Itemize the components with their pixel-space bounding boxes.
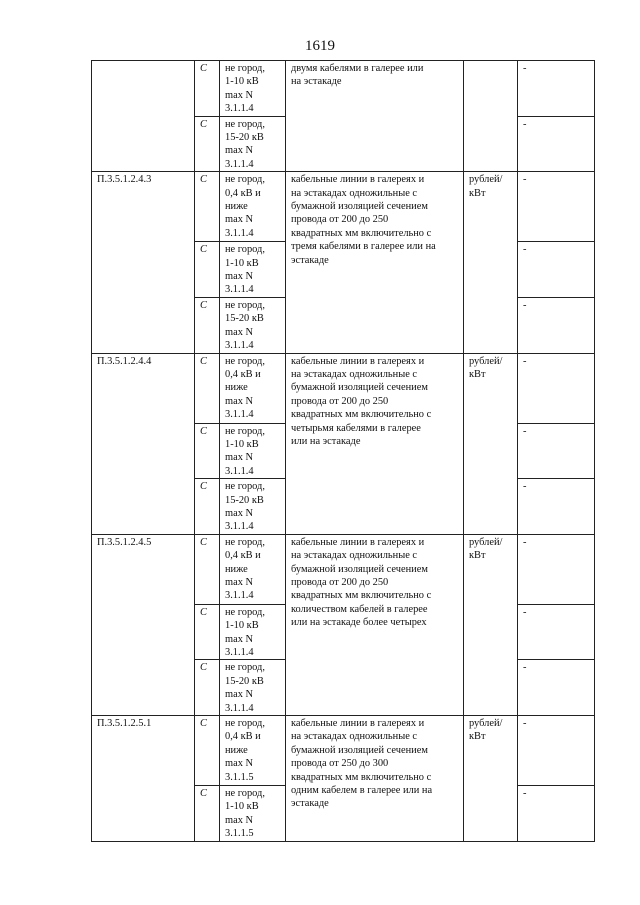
table-row	[92, 353, 595, 423]
category-cell: С	[195, 297, 220, 353]
section-code: П.3.5.1.2.4.4	[92, 353, 195, 534]
value-cell: -	[518, 479, 595, 535]
value-cell: -	[518, 534, 595, 604]
description-cell: кабельные линии в галереях и на эстакадах одножильные с бумажной изоляцией сечением провода от 200 до 250 квадратных мм включительно с количеством кабелей в галерее или на эстакаде более четырех	[286, 534, 464, 715]
value-cell: -	[518, 116, 595, 172]
value-cell: -	[518, 353, 595, 423]
category-cell: С	[195, 242, 220, 298]
section-code: П.3.5.1.2.4.5	[92, 534, 195, 715]
category-cell: С	[195, 353, 220, 423]
voltage-cell: не город, 0,4 кВ и ниже max N 3.1.1.5	[220, 716, 286, 786]
value-cell: -	[518, 242, 595, 298]
section-code	[92, 61, 195, 172]
category-cell: С	[195, 604, 220, 660]
category-cell: С	[195, 786, 220, 842]
section-code: П.3.5.1.2.4.3	[92, 172, 195, 353]
description-cell: кабельные линии в галереях и на эстакадах одножильные с бумажной изоляцией сечением провода от 250 до 300 квадратных мм включительно с одним кабелем в галерее или на эстакаде	[286, 716, 464, 842]
value-cell: -	[518, 423, 595, 479]
voltage-cell: не город, 0,4 кВ и ниже max N 3.1.1.4	[220, 172, 286, 242]
voltage-cell: не город, 15-20 кВ max N 3.1.1.4	[220, 116, 286, 172]
voltage-cell: не город, 1-10 кВ max N 3.1.1.4	[220, 242, 286, 298]
category-cell: С	[195, 172, 220, 242]
value-cell: -	[518, 660, 595, 716]
voltage-cell: не город, 15-20 кВ max N 3.1.1.4	[220, 660, 286, 716]
value-cell: -	[518, 61, 595, 117]
table-row	[92, 534, 595, 604]
description-cell: кабельные линии в галереях и на эстакадах одножильные с бумажной изоляцией сечением провода от 200 до 250 квадратных мм включительно с четырьмя кабелями в галерее или на эстакаде	[286, 353, 464, 534]
value-cell: -	[518, 604, 595, 660]
voltage-cell: не город, 1-10 кВ max N 3.1.1.4	[220, 604, 286, 660]
category-cell: С	[195, 660, 220, 716]
voltage-cell: не город, 1-10 кВ max N 3.1.1.4	[220, 61, 286, 117]
voltage-cell: не город, 1-10 кВ max N 3.1.1.5	[220, 786, 286, 842]
table-row	[92, 716, 595, 786]
unit-cell	[464, 61, 518, 172]
unit-cell: рублей/ кВт	[464, 353, 518, 534]
category-cell: С	[195, 534, 220, 604]
page-number: 1619	[305, 38, 335, 54]
unit-cell: рублей/ кВт	[464, 534, 518, 715]
value-cell: -	[518, 172, 595, 242]
category-cell: С	[195, 716, 220, 786]
table-row	[92, 172, 595, 242]
description-cell: кабельные линии в галереях и на эстакадах одножильные с бумажной изоляцией сечением провода от 200 до 250 квадратных мм включительно с тремя кабелями в галерее или на эстакаде	[286, 172, 464, 353]
category-cell: С	[195, 116, 220, 172]
voltage-cell: не город, 15-20 кВ max N 3.1.1.4	[220, 297, 286, 353]
value-cell: -	[518, 786, 595, 842]
tariff-table	[91, 60, 595, 842]
unit-cell: рублей/ кВт	[464, 716, 518, 842]
voltage-cell: не город, 15-20 кВ max N 3.1.1.4	[220, 479, 286, 535]
category-cell: С	[195, 479, 220, 535]
section-code: П.3.5.1.2.5.1	[92, 716, 195, 842]
table-row	[92, 61, 595, 117]
voltage-cell: не город, 0,4 кВ и ниже max N 3.1.1.4	[220, 353, 286, 423]
description-cell: двумя кабелями в галерее или на эстакаде	[286, 61, 464, 172]
voltage-cell: не город, 1-10 кВ max N 3.1.1.4	[220, 423, 286, 479]
category-cell: С	[195, 423, 220, 479]
category-cell: С	[195, 61, 220, 117]
voltage-cell: не город, 0,4 кВ и ниже max N 3.1.1.4	[220, 534, 286, 604]
value-cell: -	[518, 297, 595, 353]
unit-cell: рублей/ кВт	[464, 172, 518, 353]
value-cell: -	[518, 716, 595, 786]
